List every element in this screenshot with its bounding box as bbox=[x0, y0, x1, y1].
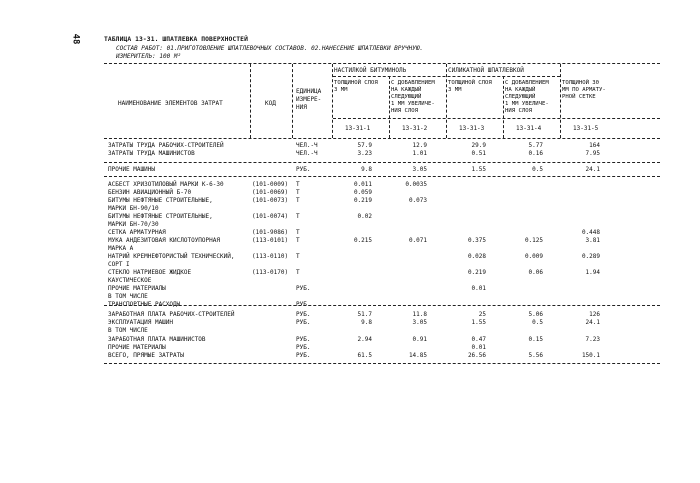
col4-header-3: СЛЕДУЮЩИЙ bbox=[505, 94, 536, 100]
col4-header-2: НА КАЖДЫЙ bbox=[505, 87, 536, 93]
col2-header-5: НИЯ СЛОЯ bbox=[391, 108, 418, 114]
col2-header-4: 1 ММ УВЕЛИЧЕ- bbox=[391, 101, 435, 107]
row-name: МАРКИ БН-90/10 bbox=[108, 205, 159, 212]
row-unit: Т bbox=[296, 237, 300, 244]
row-value-3: 0.51 bbox=[471, 150, 486, 157]
rule-after-labor bbox=[104, 162, 660, 163]
row-name: ЗАТРАТЫ ТРУДА РАБОЧИХ-СТРОИТЕЛЕЙ bbox=[108, 142, 224, 149]
row-value-1: 57.9 bbox=[357, 142, 372, 149]
rule-header-bottom bbox=[104, 138, 660, 139]
rule-after-materials bbox=[104, 305, 660, 306]
vrule-code bbox=[292, 64, 293, 138]
row-name: ЗАРАБОТНАЯ ПЛАТА РАБОЧИХ-СТРОИТЕЛЕЙ bbox=[108, 311, 235, 318]
row-name: БЕНЗИН АВИАЦИОННЫЙ Б-70 bbox=[108, 189, 192, 196]
row-value-3: 1.55 bbox=[471, 319, 486, 326]
row-value-1: 3.23 bbox=[357, 150, 372, 157]
col3-header-1: ТОЛЩИНОЙ СЛОЯ bbox=[448, 80, 492, 86]
row-value-5: 126 bbox=[589, 311, 600, 318]
row-code: (101-0069) bbox=[252, 189, 289, 196]
row-value-1: 0.219 bbox=[353, 197, 372, 204]
row-value-5: 7.95 bbox=[585, 150, 600, 157]
row-value-3: 0.47 bbox=[471, 336, 486, 343]
col4-header-4: 1 ММ УВЕЛИЧЕ- bbox=[505, 101, 549, 107]
row-value-3: 0.219 bbox=[467, 269, 486, 276]
row-value-1: 0.059 bbox=[353, 189, 372, 196]
code-col2: 13-31-2 bbox=[402, 125, 428, 132]
row-value-5: 0.289 bbox=[581, 253, 600, 260]
col1-header-2: 3 ММ bbox=[334, 87, 348, 93]
row-name: МУКА АНДЕЗИТОВАЯ КИСЛОТОУПОРНАЯ bbox=[108, 237, 220, 244]
row-value-2: 1.01 bbox=[412, 150, 427, 157]
row-value-2: 11.8 bbox=[412, 311, 427, 318]
row-value-5: 24.1 bbox=[585, 319, 600, 326]
row-value-3: 25 bbox=[478, 311, 486, 318]
col5-header-1: ТОЛЩИНОЙ 30 bbox=[562, 80, 600, 86]
header-unit-2: ИЗМЕРЕ- bbox=[296, 96, 322, 103]
row-value-2: 0.073 bbox=[408, 197, 427, 204]
row-unit: РУБ. bbox=[296, 285, 311, 292]
row-value-3: 0.375 bbox=[467, 237, 486, 244]
row-name: АСБЕСТ ХРИЗОТИЛОВЫЙ МАРКИ К-6-30 bbox=[108, 181, 224, 188]
col2-header-1: С ДОБАВЛЕНИЕМ bbox=[391, 80, 435, 86]
rule-top bbox=[104, 63, 660, 64]
row-name: МАРКИ БН-70/30 bbox=[108, 221, 159, 228]
row-value-1: 61.5 bbox=[357, 352, 372, 359]
row-unit: Т bbox=[296, 269, 300, 276]
row-name: БИТУМЫ НЕФТЯНЫЕ СТРОИТЕЛЬНЫЕ, bbox=[108, 197, 213, 204]
group2-header: СИЛИКАТНОЙ ШПАТЛЕВКОЙ bbox=[448, 67, 524, 74]
row-name: БИТУМЫ НЕФТЯНЫЕ СТРОИТЕЛЬНЫЕ, bbox=[108, 213, 213, 220]
row-value-3: 0.028 bbox=[467, 253, 486, 260]
row-value-1: 9.8 bbox=[361, 166, 372, 173]
row-name: СОРТ I bbox=[108, 261, 130, 268]
row-name: В ТОМ ЧИСЛЕ bbox=[108, 327, 148, 334]
row-value-2: 3.05 bbox=[412, 319, 427, 326]
rule-codes-top bbox=[333, 118, 660, 119]
group1-header: НАСТИЛКОЙ БИТУМИНОЛЬ bbox=[334, 67, 407, 74]
vrule-col3 bbox=[503, 76, 504, 138]
row-value-5: 3.81 bbox=[585, 237, 600, 244]
row-value-4: 0.009 bbox=[524, 253, 543, 260]
row-name: ВСЕГО, ПРЯМЫЕ ЗАТРАТЫ bbox=[108, 352, 184, 359]
unit-label: ИЗМЕРИТЕЛЬ: bbox=[116, 53, 156, 60]
row-value-5: 7.23 bbox=[585, 336, 600, 343]
row-value-2: 3.05 bbox=[412, 166, 427, 173]
row-code: (113-0110) bbox=[252, 253, 289, 260]
row-code: (113-0101) bbox=[252, 237, 289, 244]
row-value-2: 0.0035 bbox=[405, 181, 427, 188]
row-unit: Т bbox=[296, 197, 300, 204]
row-unit: РУБ. bbox=[296, 301, 311, 308]
code-col4: 13-31-4 bbox=[516, 125, 542, 132]
row-value-1: 0.215 bbox=[353, 237, 372, 244]
row-value-1: 2.94 bbox=[357, 336, 372, 343]
row-value-3: 0.01 bbox=[471, 344, 486, 351]
row-value-2: 0.91 bbox=[412, 336, 427, 343]
row-value-4: 0.16 bbox=[528, 150, 543, 157]
row-value-4: 5.56 bbox=[528, 352, 543, 359]
header-unit-1: ЕДИНИЦА bbox=[296, 88, 322, 95]
col3-header-2: 3 ММ bbox=[448, 87, 462, 93]
col5-header-2: ММ ПО АРМАТУ- bbox=[562, 87, 606, 93]
col5-header-3: РНОЙ СЕТКЕ bbox=[562, 94, 596, 100]
col4-header-5: НИЯ СЛОЯ bbox=[505, 108, 532, 114]
page-number: 48 bbox=[70, 33, 81, 45]
row-name: ПРОЧИЕ МАТЕРИАЛЫ bbox=[108, 285, 166, 292]
row-value-1: 51.7 bbox=[357, 311, 372, 318]
row-name: ЗАТРАТЫ ТРУДА МАШИНИСТОВ bbox=[108, 150, 195, 157]
row-name: СТЕКЛО НАТРИЕВОЕ ЖИДКОЕ bbox=[108, 269, 192, 276]
row-value-4: 0.5 bbox=[532, 166, 543, 173]
row-unit: РУБ. bbox=[296, 344, 311, 351]
row-name: В ТОМ ЧИСЛЕ bbox=[108, 293, 148, 300]
row-value-4: 0.15 bbox=[528, 336, 543, 343]
row-name: СЕТКА АРМАТУРНАЯ bbox=[108, 229, 166, 236]
header-code: КОД bbox=[265, 100, 276, 107]
row-value-1: 9.8 bbox=[361, 319, 372, 326]
row-unit: Т bbox=[296, 229, 300, 236]
row-value-4: 0.125 bbox=[524, 237, 543, 244]
row-value-5: 24.1 bbox=[585, 166, 600, 173]
row-name: КАУСТИЧЕСКОЕ bbox=[108, 277, 152, 284]
row-unit: ЧЕЛ.-Ч bbox=[296, 142, 318, 149]
header-name: НАИМЕНОВАНИЕ ЭЛЕМЕНТОВ ЗАТРАТ bbox=[118, 100, 223, 107]
work-label: СОСТАВ РАБОТ: bbox=[116, 45, 163, 52]
row-unit: РУБ. bbox=[296, 311, 311, 318]
row-value-1: 0.02 bbox=[357, 213, 372, 220]
col4-header-1: С ДОБАВЛЕНИЕМ bbox=[505, 80, 549, 86]
row-value-4: 0.06 bbox=[528, 269, 543, 276]
row-value-5: 0.448 bbox=[581, 229, 600, 236]
row-value-5: 1.94 bbox=[585, 269, 600, 276]
col2-header-2: НА КАЖДЫЙ bbox=[391, 87, 422, 93]
row-value-4: 0.5 bbox=[532, 319, 543, 326]
row-unit: РУБ. bbox=[296, 319, 311, 326]
row-code: (101-9086) bbox=[252, 229, 289, 236]
vrule-col1 bbox=[389, 76, 390, 138]
row-unit: Т bbox=[296, 253, 300, 260]
row-value-2: 0.071 bbox=[408, 237, 427, 244]
row-unit: РУБ. bbox=[296, 352, 311, 359]
col1-header-1: ТОЛЩИНОЙ СЛОЯ bbox=[334, 80, 378, 86]
table-title: ТАБЛИЦА 13-31. ШПАТЛЕВКА ПОВЕРХНОСТЕЙ bbox=[104, 36, 248, 43]
vrule-col4 bbox=[560, 64, 561, 138]
row-code: (113-0170) bbox=[252, 269, 289, 276]
row-value-3: 29.9 bbox=[471, 142, 486, 149]
unit-value: 100 М² bbox=[159, 53, 182, 60]
vrule-name bbox=[250, 64, 251, 138]
row-value-5: 150.1 bbox=[581, 352, 600, 359]
row-name: НАТРИЙ КРЕМНЕФТОРИСТЫЙ ТЕХНИЧЕСКИЙ, bbox=[108, 253, 235, 260]
row-name: ЗАРАБОТНАЯ ПЛАТА МАШИНИСТОВ bbox=[108, 336, 206, 343]
row-value-5: 164 bbox=[589, 142, 600, 149]
row-unit: РУБ. bbox=[296, 166, 311, 173]
rule-bottom bbox=[104, 363, 660, 364]
work-text: 01.ПРИГОТОВЛЕНИЕ ШПАТЛЕВОЧНЫХ СОСТАВОВ. 02.НАНЕСЕНИЕ ШПАТЛЕВКИ ВРУЧНУЮ. bbox=[166, 45, 424, 52]
row-unit: Т bbox=[296, 181, 300, 188]
row-name: ПРОЧИЕ МАШИНЫ bbox=[108, 166, 155, 173]
code-col5: 13-31-5 bbox=[573, 125, 599, 132]
row-unit: Т bbox=[296, 213, 300, 220]
rule-group bbox=[333, 76, 560, 77]
row-name: МАРКА А bbox=[108, 245, 134, 252]
rule-after-machines bbox=[104, 176, 660, 177]
unit-line bbox=[116, 54, 181, 60]
row-code: (101-0074) bbox=[252, 213, 289, 220]
row-value-2: 14.85 bbox=[408, 352, 427, 359]
row-code: (101-0009) bbox=[252, 181, 289, 188]
row-value-3: 26.56 bbox=[467, 352, 486, 359]
row-unit: ЧЕЛ.-Ч bbox=[296, 150, 318, 157]
code-col3: 13-31-3 bbox=[459, 125, 485, 132]
row-value-3: 1.55 bbox=[471, 166, 486, 173]
row-unit: РУБ. bbox=[296, 336, 311, 343]
row-value-4: 5.77 bbox=[528, 142, 543, 149]
col2-header-3: СЛЕДУЮЩИЙ bbox=[391, 94, 422, 100]
row-name: ПРОЧИЕ МАТЕРИАЛЫ bbox=[108, 344, 166, 351]
row-value-2: 12.9 bbox=[412, 142, 427, 149]
row-value-1: 0.011 bbox=[353, 181, 372, 188]
row-name: ЭКСПЛУАТАЦИЯ МАШИН bbox=[108, 319, 174, 326]
code-col1: 13-31-1 bbox=[345, 125, 371, 132]
header-unit-3: НИЯ bbox=[296, 104, 307, 111]
row-code: (101-0073) bbox=[252, 197, 289, 204]
row-unit: Т bbox=[296, 189, 300, 196]
work-composition bbox=[116, 46, 423, 52]
row-value-3: 0.01 bbox=[471, 285, 486, 292]
row-value-4: 5.06 bbox=[528, 311, 543, 318]
row-name: ТРАНСПОРТНЫЕ РАСХОДЫ bbox=[108, 301, 181, 308]
